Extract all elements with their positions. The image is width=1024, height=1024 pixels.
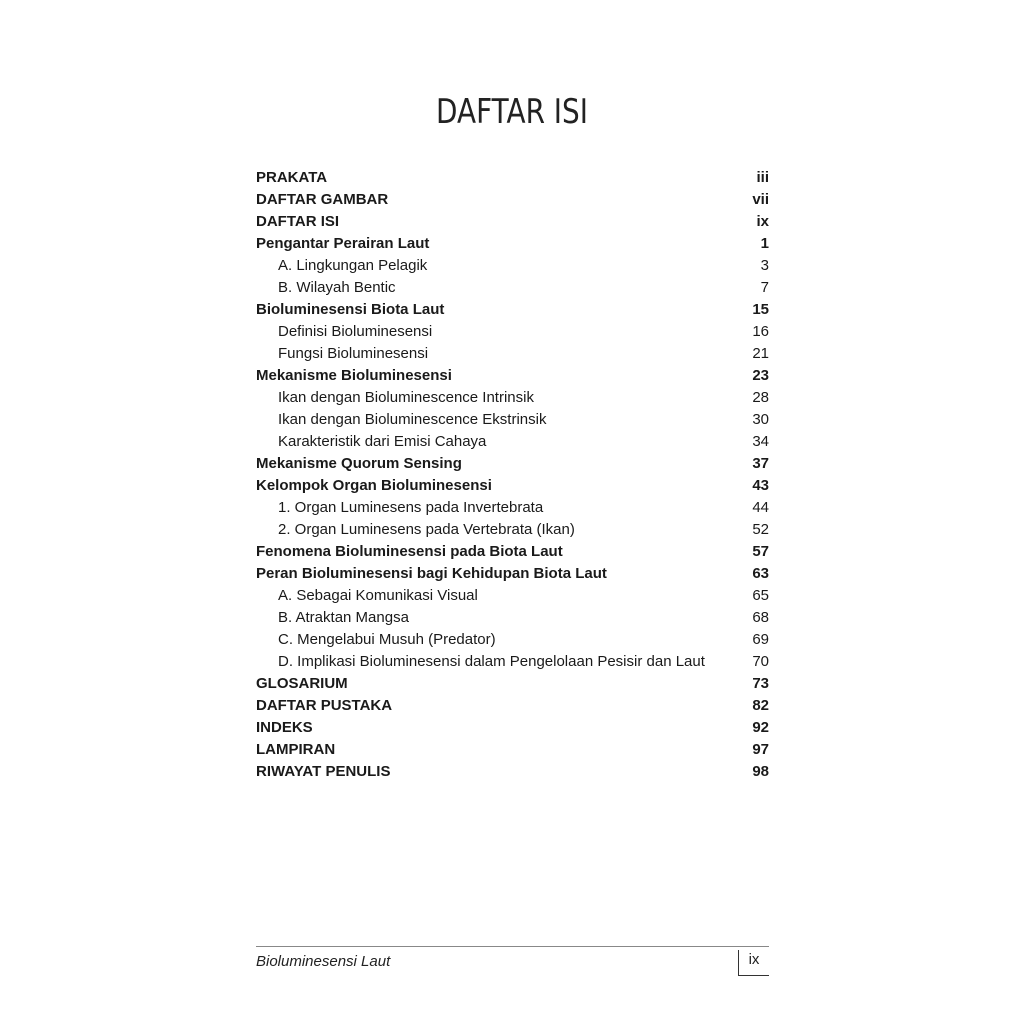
toc-entry-label: RIWAYAT PENULIS xyxy=(256,763,391,780)
toc-entry-page: 1 xyxy=(760,235,769,252)
toc-entry xyxy=(256,695,769,717)
toc-entry-label: A. Sebagai Komunikasi Visual xyxy=(278,587,478,604)
toc-entry-label: Definisi Bioluminesensi xyxy=(278,323,433,340)
toc-entry-label: PRAKATA xyxy=(256,169,328,186)
toc-entry xyxy=(256,409,769,431)
toc-entry-label: D. Implikasi Bioluminesensi dalam Pengelolaan Pesisir dan Laut xyxy=(278,653,705,670)
toc-entry-label: GLOSARIUM xyxy=(256,675,348,692)
toc-entry-label: Peran Bioluminesensi bagi Kehidupan Biota Laut xyxy=(256,565,607,582)
toc-entry-page: 28 xyxy=(752,389,769,406)
toc-entry xyxy=(256,629,769,651)
toc-entry-label: Ikan dengan Bioluminescence Intrinsik xyxy=(278,389,534,406)
toc-entry xyxy=(256,475,769,497)
toc-entry-label: INDEKS xyxy=(256,719,313,736)
toc-entry-page: 98 xyxy=(752,763,769,780)
toc-entry-page: iii xyxy=(756,169,769,186)
toc-entry-label: Fungsi Bioluminesensi xyxy=(278,345,429,362)
toc-entry-label: DAFTAR PUSTAKA xyxy=(256,697,393,714)
toc-entry xyxy=(256,211,769,233)
toc-entry xyxy=(256,497,769,519)
toc-entry-label: 1. Organ Luminesens pada Invertebrata xyxy=(278,499,544,516)
toc-entry-page: vii xyxy=(752,191,769,208)
toc-entry-page: 37 xyxy=(752,455,769,472)
toc-entry xyxy=(256,189,769,211)
toc-entry xyxy=(256,233,769,255)
toc-entry-label: A. Lingkungan Pelagik xyxy=(278,257,428,274)
toc-entry-page: 16 xyxy=(752,323,769,340)
toc-entry-label: Mekanisme Quorum Sensing xyxy=(256,455,462,472)
toc-entry xyxy=(256,761,769,783)
toc-entry-label: Ikan dengan Bioluminescence Ekstrinsik xyxy=(278,411,547,428)
toc-entry xyxy=(256,453,769,475)
toc-entry xyxy=(256,299,769,321)
toc-entry-page: 68 xyxy=(752,609,769,626)
toc-entry xyxy=(256,717,769,739)
toc-entry-page: 23 xyxy=(752,367,769,384)
toc-entry-page: 73 xyxy=(752,675,769,692)
page-title: DAFTAR ISI xyxy=(436,92,588,132)
toc-entry xyxy=(256,321,769,343)
toc-entry-page: 97 xyxy=(752,741,769,758)
toc-entry xyxy=(256,343,769,365)
toc-entry-page: 57 xyxy=(752,543,769,560)
toc-entry xyxy=(256,167,769,189)
toc-entry xyxy=(256,673,769,695)
toc-entry xyxy=(256,365,769,387)
toc-entry xyxy=(256,607,769,629)
toc-entry xyxy=(256,585,769,607)
toc-entry-page: 52 xyxy=(752,521,769,538)
toc-entry-label: DAFTAR ISI xyxy=(256,213,340,230)
toc-entry-label: Fenomena Bioluminesensi pada Biota Laut xyxy=(256,543,563,560)
toc-entry xyxy=(256,541,769,563)
toc-entry-label: LAMPIRAN xyxy=(256,741,336,758)
toc-entry-label: Mekanisme Bioluminesensi xyxy=(256,367,452,384)
toc-entry-page: 63 xyxy=(752,565,769,582)
toc-entry-page: ix xyxy=(756,213,769,230)
footer-page-number: ix xyxy=(738,950,769,976)
toc-entry xyxy=(256,387,769,409)
toc-entry-page: 82 xyxy=(752,697,769,714)
toc-entry xyxy=(256,651,769,673)
toc-entry-page: 3 xyxy=(760,257,769,274)
toc-entry-page: 7 xyxy=(760,279,769,296)
table-of-contents xyxy=(256,167,769,783)
toc-entry-label: C. Mengelabui Musuh (Predator) xyxy=(278,631,496,648)
toc-entry-page: 15 xyxy=(752,301,769,318)
toc-entry xyxy=(256,519,769,541)
toc-entry-label: Pengantar Perairan Laut xyxy=(256,235,430,252)
toc-entry-page: 34 xyxy=(752,433,769,450)
toc-entry xyxy=(256,255,769,277)
toc-entry-page: 92 xyxy=(752,719,769,736)
toc-entry xyxy=(256,563,769,585)
toc-entry-page: 21 xyxy=(752,345,769,362)
toc-entry-label: B. Wilayah Bentic xyxy=(278,279,396,296)
toc-entry-page: 44 xyxy=(752,499,769,516)
toc-entry xyxy=(256,277,769,299)
toc-entry-label: B. Atraktan Mangsa xyxy=(278,609,409,626)
toc-entry-label: 2. Organ Luminesens pada Vertebrata (Ikan) xyxy=(278,521,575,538)
footer-divider xyxy=(256,946,769,947)
toc-entry-page: 69 xyxy=(752,631,769,648)
toc-entry-page: 65 xyxy=(752,587,769,604)
toc-entry-label: Kelompok Organ Bioluminesensi xyxy=(256,477,492,494)
toc-entry xyxy=(256,739,769,761)
toc-entry-page: 30 xyxy=(752,411,769,428)
toc-entry-label: Karakteristik dari Emisi Cahaya xyxy=(278,433,487,450)
toc-entry-page: 43 xyxy=(752,477,769,494)
toc-entry xyxy=(256,431,769,453)
footer-book-title: Bioluminesensi Laut xyxy=(256,953,391,970)
toc-entry-label: Bioluminesensi Biota Laut xyxy=(256,301,445,318)
toc-entry-label: DAFTAR GAMBAR xyxy=(256,191,389,208)
toc-entry-page: 70 xyxy=(752,653,769,670)
